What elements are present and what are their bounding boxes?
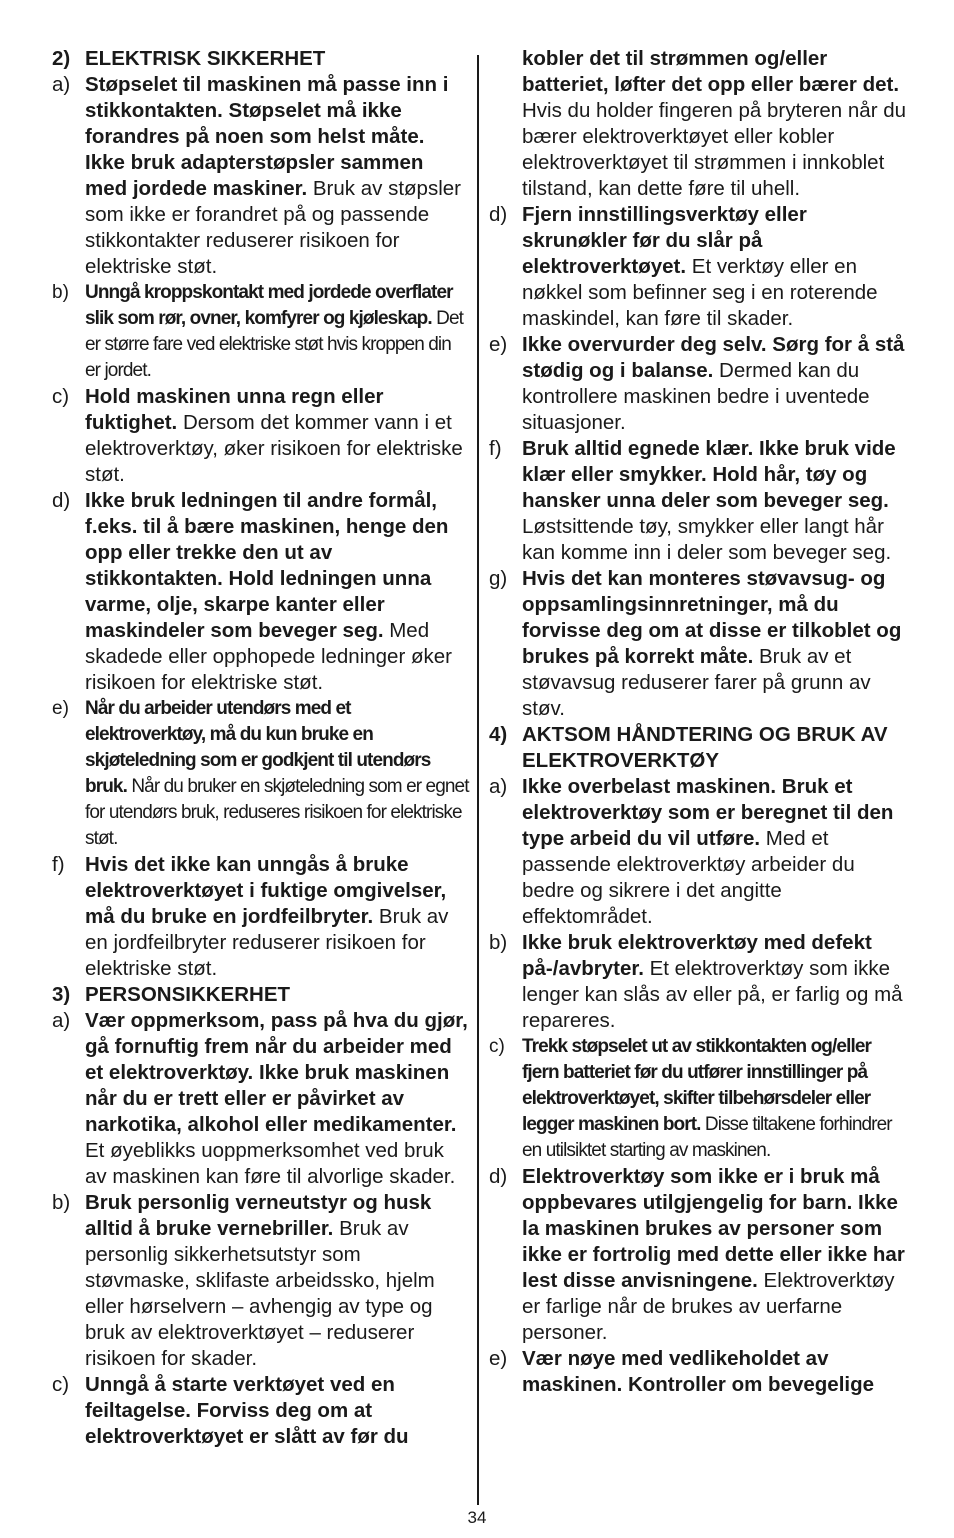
item-normal-text: Bruk av personlig sikkerhetsutstyr som støvmaske, sklifaste arbeidssko, hjelm eller hørselvern – avhengig av type og bruk av elektroverktøyet – reduserer risikoen for skader. <box>85 1217 435 1370</box>
list-item <box>52 72 470 280</box>
item-normal-text: Dermed kan du kontrollere maskinen bedre i uventede situasjoner. <box>522 359 870 434</box>
list-item <box>52 1190 470 1372</box>
item-label: g) <box>489 567 508 590</box>
item-bold-text: Vær nøye med vedlikeholdet av maskinen. Kontroller om bevegelige <box>522 1347 875 1396</box>
item-normal-text: Med et passende elektroverktøy arbeider du bedre og sikrere i det angitte effektområdet. <box>522 827 855 928</box>
list-item <box>52 696 470 852</box>
left-column <box>52 46 470 1450</box>
item-bold-text: Unngå kroppskontakt med jordede overflater slik som rør, ovner, komfyrer og kjøleskap. <box>85 282 453 329</box>
item-bold-text: Bruk alltid egnede klær. Ikke bruk vide klær eller smykker. Hold hår, tøy og hansker unna deler som beveger seg. <box>522 437 896 512</box>
item-bold-text: Hvis det ikke kan unngås å bruke elektroverktøyet i fuktige omgivelser, må du bruke en jordfeilbryter. <box>85 853 447 928</box>
item-label: d) <box>489 203 508 226</box>
item-normal-text: Dersom det kommer vann i et elektroverktøy, øker risikoen for elektriske støt. <box>85 411 463 486</box>
item-bold-text: Trekk støpselet ut av stikkontakten og/eller fjern batteriet før du utfører innstillinger på elektroverktøyet, skifter tilbehørsdeler eller legger maskinen bort. <box>522 1036 871 1135</box>
item-bold-text: Hold maskinen unna regn eller fuktighet. <box>85 385 384 434</box>
list-item <box>52 384 470 488</box>
item-label: d) <box>52 489 71 512</box>
item-label: 2) <box>52 47 71 70</box>
item-label: b) <box>52 1191 71 1214</box>
item-label: d) <box>489 1165 508 1188</box>
list-item <box>52 1008 470 1190</box>
list-item <box>489 1164 909 1346</box>
item-label: c) <box>489 1036 505 1057</box>
item-bold-text: Fjern innstillingsverktøy eller skrunøkler før du slår på elektroverktøyet. <box>522 203 807 278</box>
section-heading <box>489 722 909 774</box>
item-bold-text: PERSONSIKKERHET <box>85 983 291 1006</box>
list-item <box>489 566 909 722</box>
section-heading <box>52 46 470 72</box>
item-bold-text: Når du arbeider utendørs med et elektroverktøy, må du kun bruke en skjøteledning som er godkjent til utendørs bruk. <box>85 698 431 797</box>
item-normal-text: Det er større fare ved elektriske støt hvis kroppen din er jordet. <box>85 308 463 381</box>
section-heading <box>52 982 470 1008</box>
item-bold-text: Ikke overbelast maskinen. Bruk et elektroverktøy som er beregnet til den type arbeid du vil utføre. <box>522 775 894 850</box>
list-item <box>489 774 909 930</box>
list-item <box>489 1346 909 1398</box>
item-normal-text: Når du bruker en skjøteledning som er egnet for utendørs bruk, reduseres risikoen for elektriske støt. <box>85 776 469 849</box>
item-bold-text: Støpselet til maskinen må passe inn i stikkontakten. Støpselet må ikke forandres på noen som helst måte. Ikke bruk adapterstøpsler sammen med jordede maskiner. <box>85 73 449 200</box>
item-label: 4) <box>489 723 508 746</box>
item-normal-text: Disse tiltakene forhindrer en utilsiktet starting av maskinen. <box>522 1114 892 1161</box>
item-label: b) <box>52 282 69 303</box>
item-bold-text: Ikke overvurder deg selv. Sørg for å stå stødig og i balanse. <box>522 333 905 382</box>
item-label: e) <box>489 1347 508 1370</box>
item-label: a) <box>489 775 508 798</box>
item-bold-text: AKTSOM HÅNDTERING OG BRUK AV ELEKTROVERKTØY <box>522 723 888 772</box>
item-label: 3) <box>52 983 71 1006</box>
item-normal-text: Bruk av støpsler som ikke er forandret på og passende stikkontakter reduserer risikoen for elektriske støt. <box>85 177 461 278</box>
list-item <box>489 1034 909 1164</box>
list-item <box>489 930 909 1034</box>
item-normal-text: Et verktøy eller en nøkkel som befinner seg i en roterende maskindel, kan føre til skader. <box>522 255 878 330</box>
item-normal-text: Løstsittende tøy, smykker eller langt hår kan komme inn i deler som beveger seg. <box>522 515 892 564</box>
item-label: b) <box>489 931 508 954</box>
list-item <box>52 488 470 696</box>
list-item <box>52 852 470 982</box>
item-normal-text: Hvis du holder fingeren på bryteren når du bærer elektroverktøyet eller kobler elektroverktøyet til strømmen i innkoblet tilstand, kan dette føre til uhell. <box>522 99 907 200</box>
right-column <box>489 46 909 1398</box>
item-bold-text: Ikke bruk ledningen til andre formål, f.eks. til å bære maskinen, henge den opp eller trekke den ut av stikkontakten. Hold ledningen unna varme, olje, skarpe kanter eller maskindeler som beveger seg. <box>85 489 449 642</box>
item-label: c) <box>52 1373 70 1396</box>
page-number: 34 <box>467 1508 487 1527</box>
item-label: e) <box>52 698 69 719</box>
item-bold-text: Elektroverktøy som ikke er i bruk må oppbevares utilgjengelig for barn. Ikke la maskinen brukes av personer som ikke er fortrolig med dette eller ikke har lest disse anvisningene. <box>522 1165 905 1292</box>
item-bold-text: ELEKTRISK SIKKERHET <box>85 47 326 70</box>
item-bold-text: Bruk personlig verneutstyr og husk alltid å bruke vernebriller. <box>85 1191 432 1240</box>
item-normal-text: Et øyeblikks uoppmerksomhet ved bruk av maskinen kan føre til alvorlige skader. <box>85 1139 456 1188</box>
list-item <box>52 1372 470 1450</box>
list-item <box>489 436 909 566</box>
item-normal-text: Elektroverktøy er farlige når de brukes av uerfarne personer. <box>522 1269 895 1344</box>
item-label: c) <box>52 385 70 408</box>
item-bold-text: kobler det til strømmen og/eller batteriet, løfter det opp eller bærer det. <box>522 47 900 96</box>
item-normal-text: Bruk av et støvavsug reduserer farer på grunn av støv. <box>522 645 871 720</box>
item-label: e) <box>489 333 508 356</box>
item-bold-text: Vær oppmerksom, pass på hva du gjør, gå fornuftig frem når du arbeider med et elektroverktøy. Ikke bruk maskinen når du er trett eller er påvirket av narkotika, alkohol eller medikamenter. <box>85 1009 468 1136</box>
item-bold-text: Hvis det kan monteres støvavsug- og oppsamlingsinnretninger, må du forvisse deg om at disse er tilkoblet og brukes på korrekt måte. <box>522 567 902 668</box>
item-label: a) <box>52 73 71 96</box>
item-bold-text: Ikke bruk elektroverktøy med defekt på-/avbryter. <box>522 931 872 980</box>
list-item <box>489 202 909 332</box>
item-normal-text: Med skadede eller opphopede ledninger øker risikoen for elektriske støt. <box>85 619 452 694</box>
item-normal-text: Bruk av en jordfeilbryter reduserer risikoen for elektriske støt. <box>85 905 449 980</box>
item-normal-text: Et elektroverktøy som ikke lenger kan slås av eller på, er farlig og må repareres. <box>522 957 903 1032</box>
item-label: a) <box>52 1009 71 1032</box>
list-item <box>489 46 909 202</box>
item-bold-text: Unngå å starte verktøyet ved en feiltagelse. Forviss deg om at elektroverktøyet er slått av før du <box>85 1373 409 1448</box>
list-item <box>489 332 909 436</box>
item-label: f) <box>52 853 65 876</box>
item-label: f) <box>489 437 502 460</box>
column-divider <box>477 55 479 1505</box>
list-item <box>52 280 470 384</box>
